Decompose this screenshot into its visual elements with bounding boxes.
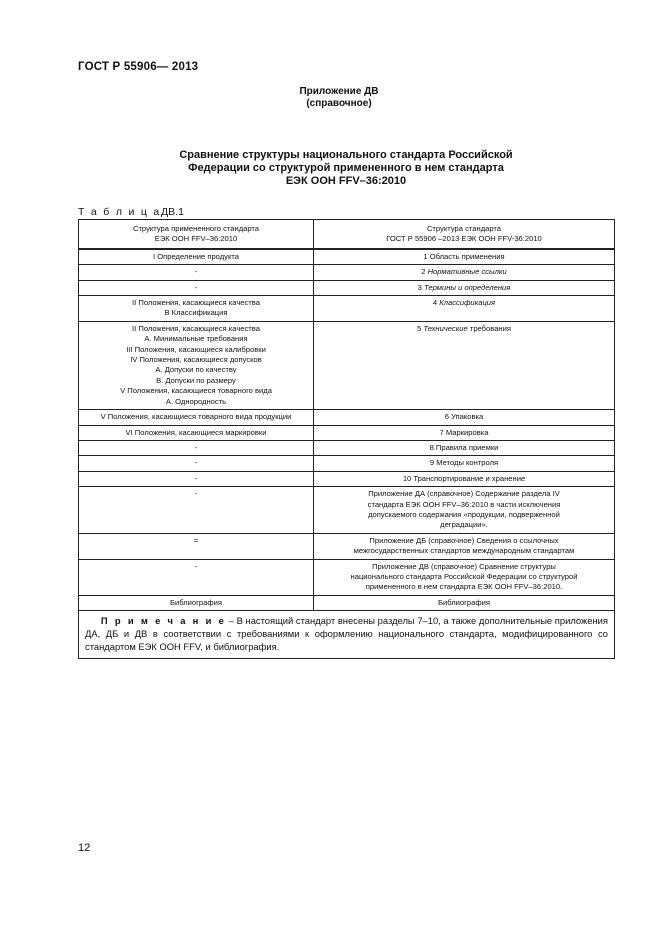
cell-text-italic: Технические — [423, 323, 468, 333]
cell-left — [79, 249, 314, 265]
table-row — [79, 425, 615, 440]
cell-left — [79, 471, 314, 486]
cell-text: В Классификация — [164, 308, 228, 318]
cell-left — [79, 410, 314, 425]
table-row — [79, 533, 615, 559]
cell-text: Библиография — [438, 597, 490, 607]
header-line: ГОСТ Р 55906 –2013 ЕЭК ООН FFV-36:2010 — [386, 234, 542, 244]
header-line: Структура стандарта — [426, 224, 502, 233]
cell-text: Приложение ДА (справочное) Содержание раздела IV — [368, 489, 560, 499]
cell-right — [314, 425, 615, 440]
table-header-row — [79, 220, 615, 249]
cell-text: А. Однородность — [165, 396, 227, 406]
cell-text: II Положения, касающиеся качества — [132, 298, 260, 308]
cell-right — [314, 280, 615, 295]
cell-text: = — [193, 535, 199, 545]
table-row — [79, 249, 615, 265]
section-title-line: Федерации со структурой примененного в нем стандарта — [188, 162, 504, 174]
cell-text: межгосударственных стандартов международным стандартам — [353, 546, 575, 556]
table-row — [79, 487, 615, 534]
table-row — [79, 595, 615, 610]
cell-text: V Положения, касающиеся товарного вида продукции — [100, 412, 292, 422]
cell-text: 9 Методы контроля — [429, 458, 499, 468]
cell-right — [314, 440, 615, 455]
cell-text: 1 Область применения — [423, 251, 505, 261]
cell-right — [314, 471, 615, 486]
table-caption — [78, 206, 184, 218]
cell-right — [314, 410, 615, 425]
section-title — [150, 149, 542, 188]
cell-text: 4 — [432, 298, 440, 308]
cell-text: V Положения, касающиеся товарного вида — [120, 386, 272, 396]
appendix-subtitle: (справочное) — [306, 98, 372, 109]
cell-text: II Положения, касающиеся качества — [132, 323, 260, 333]
cell-right — [314, 456, 615, 471]
table-row — [79, 265, 615, 280]
section-title-line: ЕЭК ООН FFV–36:2010 — [285, 175, 407, 187]
cell-text: требования — [467, 323, 511, 333]
cell-right — [314, 265, 615, 280]
appendix-title: Приложение ДВ — [299, 86, 379, 97]
cell-text: национального стандарта Российской Федерации со структурой — [350, 571, 578, 581]
cell-right — [314, 533, 615, 559]
cell-text: I Определение продукта — [153, 251, 239, 261]
header-line: ЕЭК ООН FFV–36:2010 — [154, 234, 238, 244]
document-code: ГОСТ Р 55906— 2013 — [78, 61, 199, 73]
table-note-row — [79, 611, 615, 659]
cell-left — [79, 296, 314, 322]
cell-left — [79, 425, 314, 440]
cell-text: деградации». — [440, 520, 488, 530]
table-row — [79, 471, 615, 486]
table-caption-number: ДВ.1 — [161, 206, 184, 218]
cell-left — [79, 559, 314, 595]
cell-text-italic: Нормативные ссылки — [427, 267, 507, 277]
comparison-table — [78, 219, 615, 659]
cell-text: - — [194, 458, 198, 468]
cell-text: В. Допуски по размеру — [156, 375, 236, 385]
cell-text: III Положения, касающиеся калибровки — [126, 344, 266, 354]
cell-text: - — [194, 442, 198, 452]
cell-right — [314, 595, 615, 610]
cell-left — [79, 440, 314, 455]
table-note — [79, 611, 615, 659]
cell-text: 5 — [417, 323, 424, 333]
cell-text: - — [194, 473, 198, 483]
cell-text-italic: Термины и определения — [424, 282, 511, 292]
comparison-table-wrapper — [78, 219, 614, 659]
cell-text: 3 — [417, 282, 425, 292]
table-row — [79, 559, 615, 595]
cell-right — [314, 487, 615, 534]
cell-text: - — [194, 282, 198, 292]
table-row — [79, 296, 615, 322]
cell-text: Приложение ДБ (справочное) Сведения о ссылочных — [369, 535, 559, 545]
table-caption-label: Т а б л и ц а — [78, 206, 162, 218]
cell-text: - — [194, 267, 198, 277]
cell-text: - — [194, 561, 198, 571]
cell-left — [79, 456, 314, 471]
cell-left — [79, 265, 314, 280]
table-row — [79, 410, 615, 425]
cell-right — [314, 296, 615, 322]
cell-text: 6 Упаковка — [444, 412, 484, 422]
cell-text: А. Минимальные требования — [144, 334, 248, 344]
cell-text: 7 Маркировка — [439, 427, 489, 437]
appendix-heading — [0, 86, 661, 110]
table-row — [79, 280, 615, 295]
cell-text: VI Положения, касающиеся маркировки — [125, 427, 267, 437]
header-line: Структура примененного стандарта — [132, 224, 260, 233]
cell-left — [79, 533, 314, 559]
cell-text: примененного в нем стандарта ЕЭК ООН FFV–36:2010. — [365, 582, 563, 592]
header-applied-standard — [79, 220, 314, 249]
cell-left — [79, 595, 314, 610]
cell-text: А. Допуски по качеству — [155, 365, 237, 375]
cell-right — [314, 321, 615, 409]
cell-text: Библиография — [170, 597, 222, 607]
cell-text: IV Положения, касающиеся допусков — [130, 355, 262, 365]
cell-left — [79, 487, 314, 534]
note-text: – В настоящий стандарт внесены разделы 7–10, а также дополнительные приложения ДА, ДБ и ДВ в соответствии с требованиями к оформлению национального стандарта, модифицированного со стандартом ЕЭК ООН FFV, и библиография. — [85, 615, 608, 653]
cell-text: - — [194, 489, 198, 499]
cell-left — [79, 280, 314, 295]
section-title-line: Сравнение структуры национального стандарта Российской — [179, 149, 513, 161]
cell-text: стандарта ЕЭК ООН FFV–36:2010 в части исключения — [367, 499, 561, 509]
cell-left — [79, 321, 314, 409]
cell-text-italic: Классификация — [439, 298, 496, 308]
header-national-standard — [314, 220, 615, 249]
cell-text: Приложение ДВ (справочное) Сравнение структуры — [372, 561, 556, 571]
page-number: 12 — [78, 842, 91, 854]
cell-right — [314, 559, 615, 595]
table-row — [79, 456, 615, 471]
cell-text: 8 Правила приемки — [429, 442, 499, 452]
cell-text: допускаемого содержания «продукции, подверженной — [368, 509, 560, 519]
table-row — [79, 440, 615, 455]
cell-text: 10 Транспортирование и хранение — [402, 473, 526, 483]
cell-right — [314, 249, 615, 265]
note-label: П р и м е ч а н и е — [100, 615, 227, 627]
table-row — [79, 321, 615, 409]
cell-text: 2 — [421, 267, 428, 277]
